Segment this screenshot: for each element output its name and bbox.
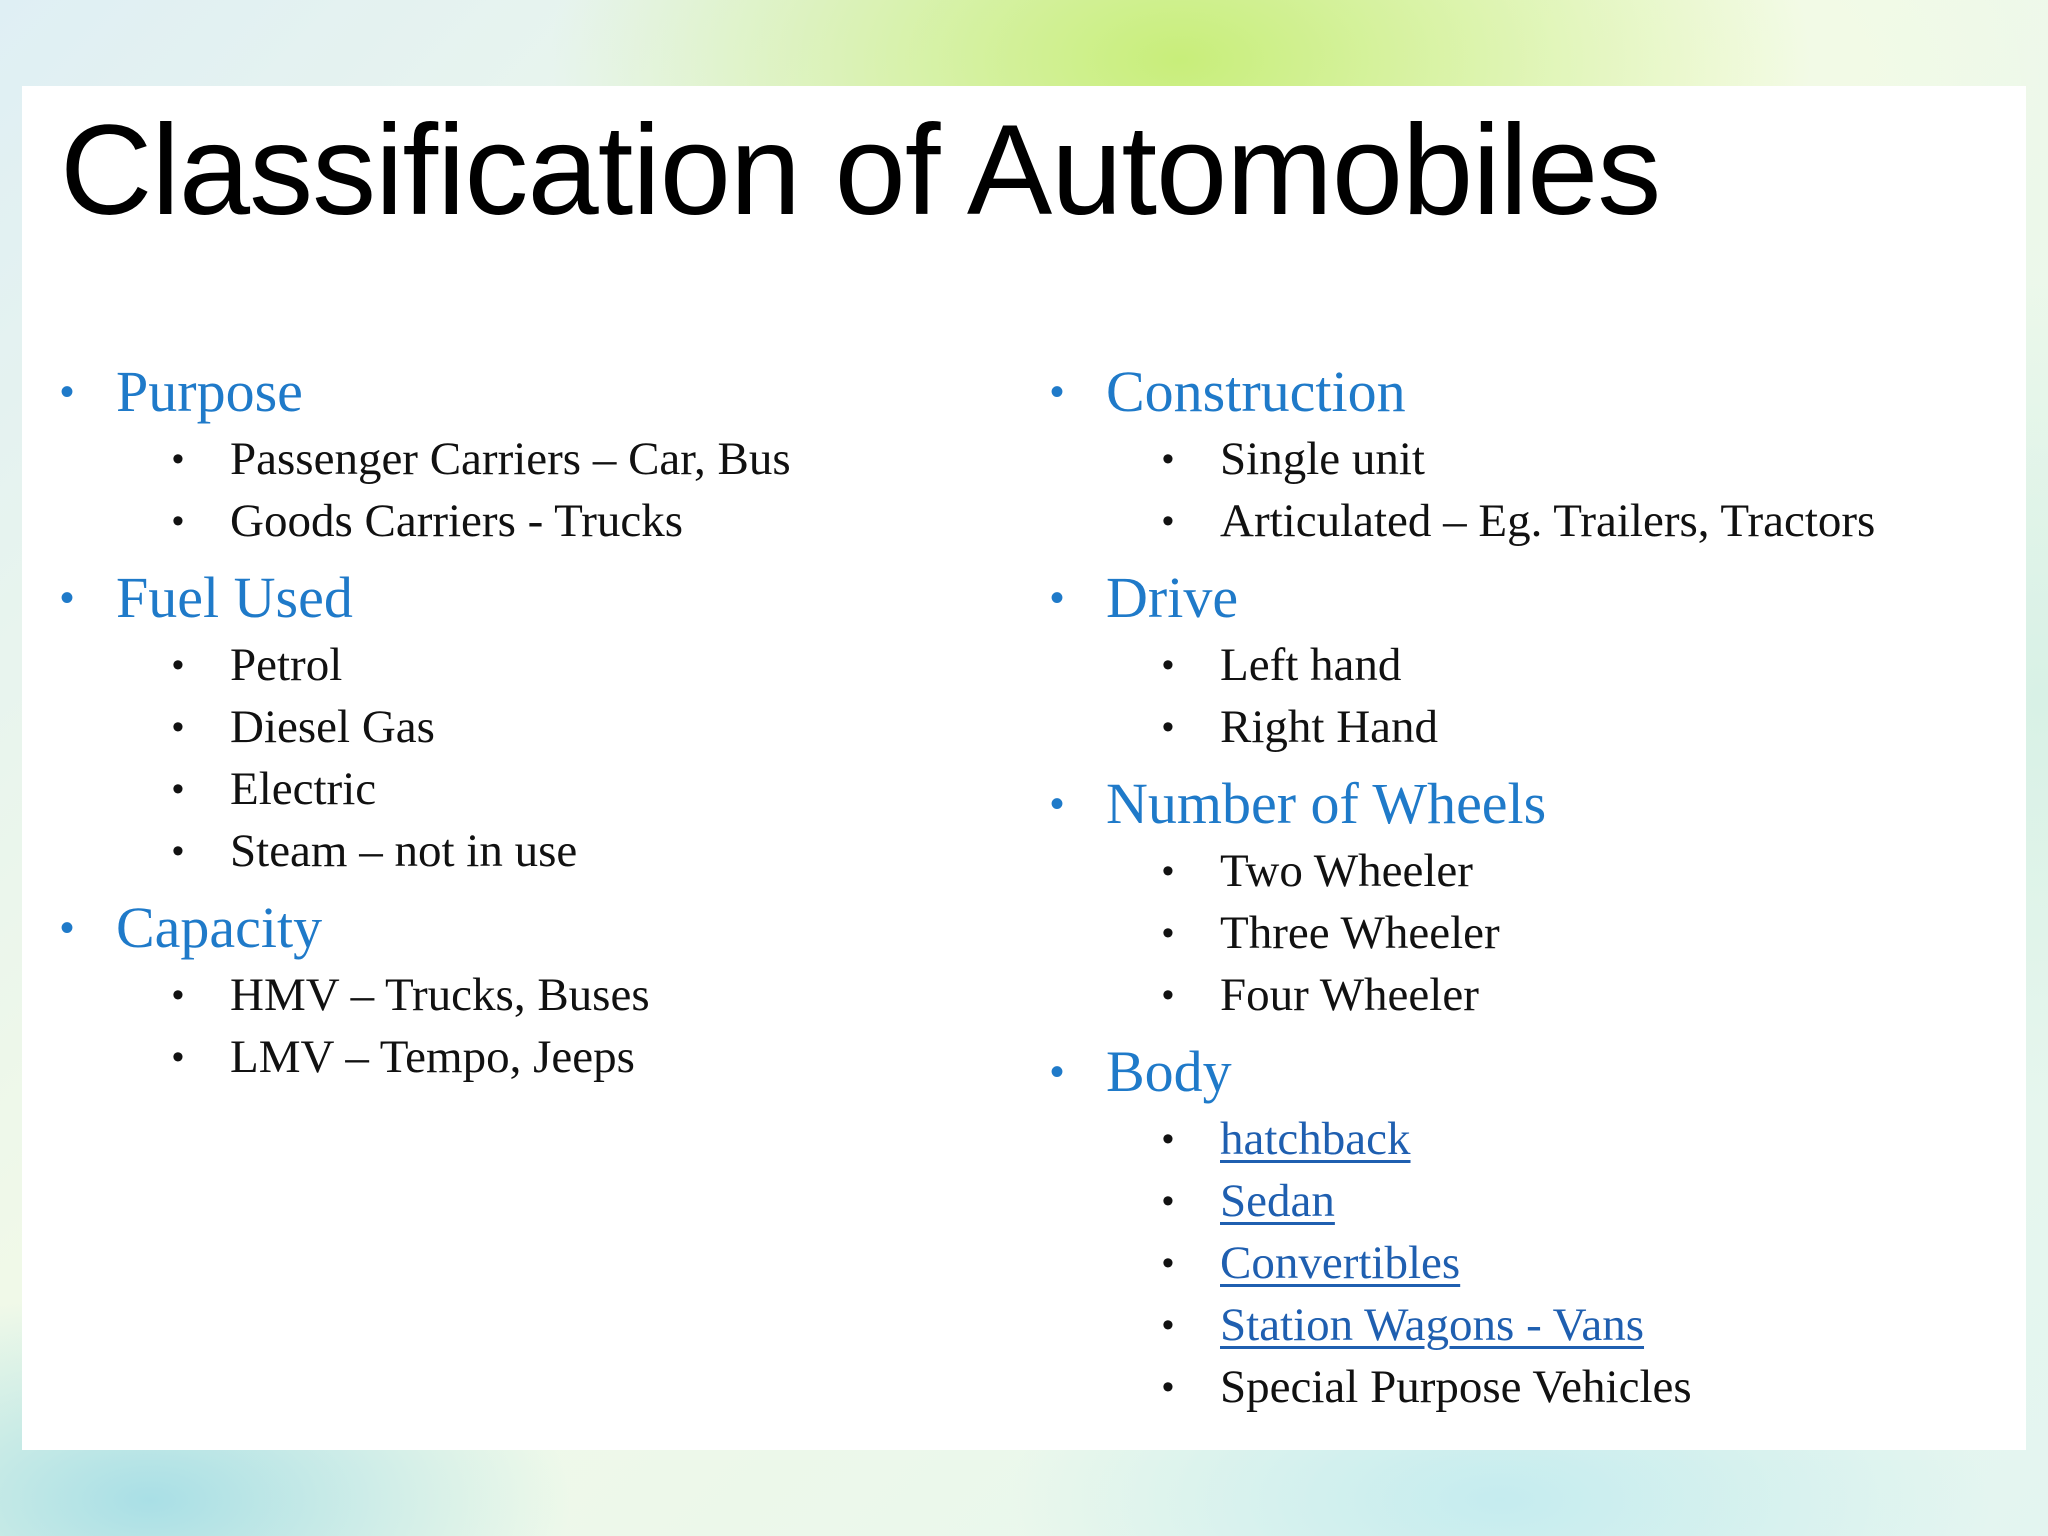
bullet-icon: • bbox=[60, 906, 75, 950]
list-item bbox=[172, 696, 1000, 758]
bullet-icon: • bbox=[1162, 440, 1174, 478]
bullet-icon: • bbox=[1162, 708, 1174, 746]
item-text: Steam – not in use bbox=[230, 825, 578, 877]
list-item bbox=[1162, 428, 2010, 490]
bullet-icon: • bbox=[172, 832, 184, 870]
sub-list bbox=[116, 428, 1000, 552]
category-capacity bbox=[60, 892, 1000, 1088]
category-heading: Capacity bbox=[116, 895, 323, 960]
list-item bbox=[172, 428, 1000, 490]
item-text: Single unit bbox=[1220, 433, 1425, 485]
list-item bbox=[172, 634, 1000, 696]
bullet-icon: • bbox=[1050, 576, 1065, 620]
item-text: Petrol bbox=[230, 639, 343, 691]
right-column bbox=[1050, 356, 2010, 1428]
list-item[interactable] bbox=[1162, 1108, 2010, 1170]
list-item[interactable] bbox=[1162, 1294, 2010, 1356]
list-item[interactable] bbox=[1162, 1232, 2010, 1294]
item-text: Two Wheeler bbox=[1220, 845, 1473, 897]
category-body bbox=[1050, 1036, 2010, 1418]
hyperlink[interactable]: Station Wagons - Vans bbox=[1220, 1299, 1645, 1351]
bullet-icon: • bbox=[172, 708, 184, 746]
bullet-icon: • bbox=[172, 502, 184, 540]
bullet-icon: • bbox=[1050, 370, 1065, 414]
category-heading: Body bbox=[1106, 1039, 1232, 1104]
list-item bbox=[1162, 634, 2010, 696]
sub-list bbox=[116, 964, 1000, 1088]
list-item bbox=[1162, 902, 2010, 964]
category-construction bbox=[1050, 356, 2010, 552]
list-item bbox=[172, 964, 1000, 1026]
category-number-of-wheels bbox=[1050, 768, 2010, 1026]
slide bbox=[22, 86, 2026, 1450]
category-fuel-used bbox=[60, 562, 1000, 882]
category-purpose bbox=[60, 356, 1000, 552]
left-column bbox=[60, 356, 1000, 1098]
bullet-icon: • bbox=[1162, 914, 1174, 952]
bullet-icon: • bbox=[1162, 1244, 1174, 1282]
bullet-icon: • bbox=[1162, 852, 1174, 890]
category-heading: Number of Wheels bbox=[1106, 771, 1547, 836]
sub-list bbox=[1106, 428, 2010, 552]
list-item bbox=[1162, 696, 2010, 758]
bullet-icon: • bbox=[1050, 782, 1065, 826]
category-heading: Fuel Used bbox=[116, 565, 353, 630]
bullet-icon: • bbox=[172, 1038, 184, 1076]
hyperlink[interactable]: hatchback bbox=[1220, 1113, 1411, 1165]
list-item bbox=[172, 490, 1000, 552]
item-text: Electric bbox=[230, 763, 377, 815]
bullet-icon: • bbox=[172, 770, 184, 808]
bullet-icon: • bbox=[1162, 1120, 1174, 1158]
item-text: Goods Carriers - Trucks bbox=[230, 495, 684, 547]
list-item bbox=[172, 1026, 1000, 1088]
list-item bbox=[1162, 964, 2010, 1026]
item-text: Left hand bbox=[1220, 639, 1402, 691]
sub-list bbox=[1106, 634, 2010, 758]
list-item bbox=[1162, 840, 2010, 902]
bullet-icon: • bbox=[60, 576, 75, 620]
hyperlink[interactable]: Sedan bbox=[1220, 1175, 1335, 1227]
item-text: HMV – Trucks, Buses bbox=[230, 969, 650, 1021]
category-drive bbox=[1050, 562, 2010, 758]
list-item bbox=[1162, 490, 2010, 552]
list-item[interactable] bbox=[1162, 1170, 2010, 1232]
bullet-icon: • bbox=[1162, 1306, 1174, 1344]
sub-list bbox=[116, 634, 1000, 882]
item-text: Diesel Gas bbox=[230, 701, 435, 753]
slide-title: Classification of Automobiles bbox=[60, 99, 1661, 242]
item-text: Special Purpose Vehicles bbox=[1220, 1361, 1692, 1413]
item-text: Passenger Carriers – Car, Bus bbox=[230, 433, 791, 485]
list-item bbox=[1162, 1356, 2010, 1418]
bullet-icon: • bbox=[172, 440, 184, 478]
bullet-icon: • bbox=[1162, 502, 1174, 540]
sub-list bbox=[1106, 1108, 2010, 1418]
category-heading: Construction bbox=[1106, 359, 1406, 424]
item-text: Right Hand bbox=[1220, 701, 1439, 753]
category-heading: Purpose bbox=[116, 359, 303, 424]
list-item bbox=[172, 820, 1000, 882]
sub-list bbox=[1106, 840, 2010, 1026]
bullet-icon: • bbox=[172, 976, 184, 1014]
bullet-icon: • bbox=[172, 646, 184, 684]
bullet-icon: • bbox=[1050, 1050, 1065, 1094]
category-heading: Drive bbox=[1106, 565, 1239, 630]
bullet-icon: • bbox=[1162, 976, 1174, 1014]
hyperlink[interactable]: Convertibles bbox=[1220, 1237, 1461, 1289]
bullet-icon: • bbox=[1162, 1182, 1174, 1220]
bullet-icon: • bbox=[60, 370, 75, 414]
item-text: Articulated – Eg. Trailers, Tractors bbox=[1220, 495, 1876, 547]
item-text: LMV – Tempo, Jeeps bbox=[230, 1031, 635, 1083]
list-item bbox=[172, 758, 1000, 820]
item-text: Three Wheeler bbox=[1220, 907, 1500, 959]
bullet-icon: • bbox=[1162, 1368, 1174, 1406]
item-text: Four Wheeler bbox=[1220, 969, 1479, 1021]
bullet-icon: • bbox=[1162, 646, 1174, 684]
